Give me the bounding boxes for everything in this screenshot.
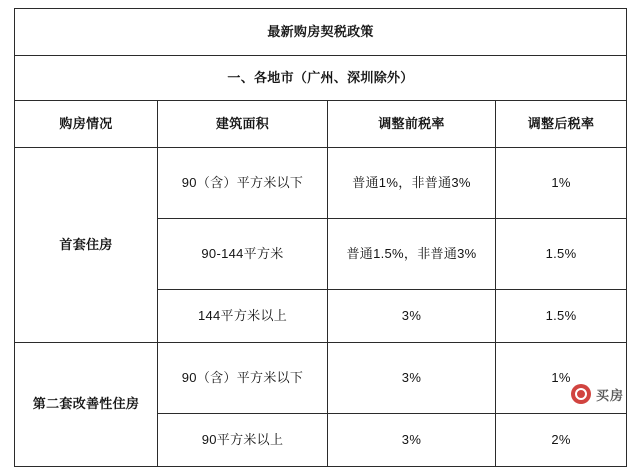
table-title-row (15, 9, 627, 56)
section-heading: 一、各地市（广州、深圳除外） (15, 56, 627, 101)
cell-rate-after: 1% (496, 148, 627, 219)
cell-area: 90-144平方米 (158, 219, 328, 290)
watermark-label: 买房 (595, 387, 624, 403)
column-header-situation: 购房情况 (15, 101, 158, 148)
column-header-rate-after: 调整后税率 (496, 101, 627, 148)
cell-rate-before: 3% (328, 290, 496, 343)
table-section-row (15, 56, 627, 101)
column-header-rate-before: 调整前税率 (328, 101, 496, 148)
cell-rate-before: 普通1.5%，非普通3% (328, 219, 496, 290)
cell-area: 90（含）平方米以下 (158, 343, 328, 414)
table-row (15, 148, 627, 219)
cell-rate-after: 1.5% (496, 290, 627, 343)
table-row (15, 343, 627, 414)
table-header-row (15, 101, 627, 148)
cell-area: 144平方米以上 (158, 290, 328, 343)
cell-rate-before: 3% (328, 414, 496, 467)
watermark (571, 384, 624, 404)
category-second-home: 第二套改善性住房 (15, 343, 158, 467)
category-first-home: 首套住房 (15, 148, 158, 343)
document-title: 最新购房契税政策 (15, 9, 627, 56)
tax-policy-table (14, 8, 627, 467)
circle-logo-icon (571, 384, 591, 404)
cell-area: 90平方米以上 (158, 414, 328, 467)
cell-area: 90（含）平方米以下 (158, 148, 328, 219)
cell-rate-after: 1% (496, 343, 627, 414)
cell-rate-before: 3% (328, 343, 496, 414)
cell-rate-before: 普通1%，非普通3% (328, 148, 496, 219)
column-header-area: 建筑面积 (158, 101, 328, 148)
cell-rate-after: 2% (496, 414, 627, 467)
cell-rate-after: 1.5% (496, 219, 627, 290)
